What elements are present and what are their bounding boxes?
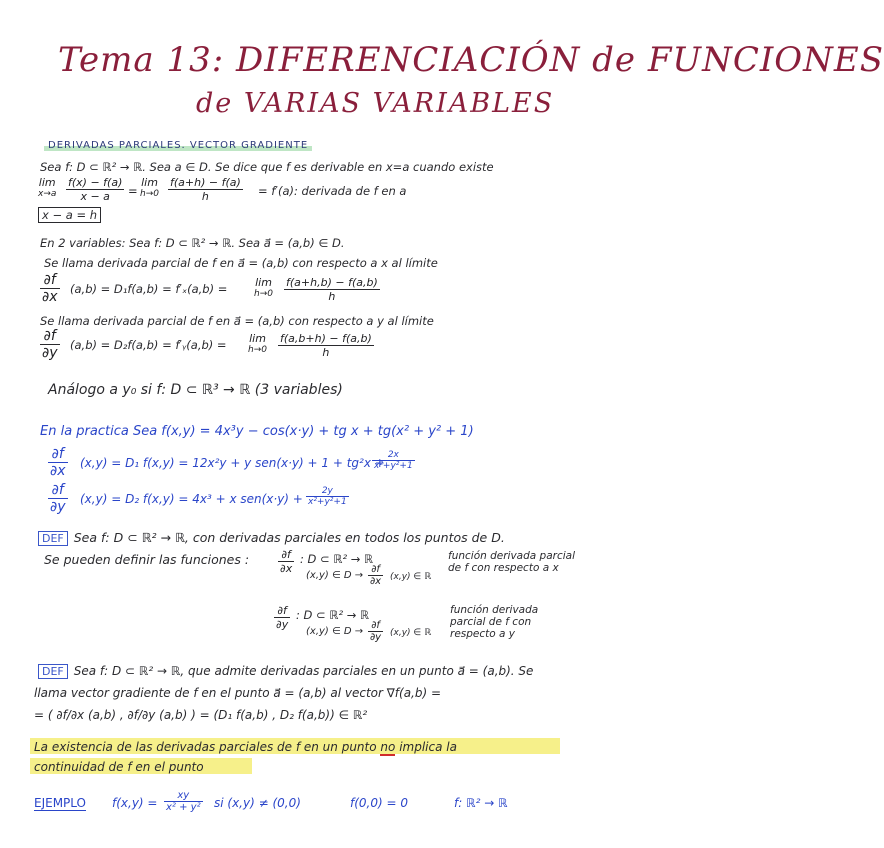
two-vars-line1: En 2 variables: Sea f: D ⊂ ℝ² → ℝ. Sea a⃗ = (a,b) ∈ D. — [40, 236, 345, 250]
ejemplo-dom: f: ℝ² → ℝ — [454, 796, 508, 810]
def1-f2-num: ∂f — [274, 604, 290, 618]
def1-f1-map2-tail: (x,y) ∈ ℝ — [390, 572, 432, 582]
page-title: Tema 13: DIFERENCIACIÓN de FUNCIONES — [58, 40, 884, 80]
intro-eq1: = — [128, 184, 138, 198]
def1-f2-map2-tail: (x,y) ∈ ℝ — [390, 628, 432, 638]
def1-f2-map2-den: ∂y — [370, 632, 382, 643]
limx-label: lim — [255, 276, 272, 289]
ejemplo-f-label: f(x,y) = — [112, 796, 158, 810]
ejemplo-cond: si (x,y) ≠ (0,0) — [214, 796, 301, 810]
def2-line1: Sea f: D ⊂ ℝ² → ℝ, que admite derivadas parciales en un punto a⃗ = (a,b). Se — [73, 664, 534, 678]
fx-den: h — [328, 290, 336, 303]
def1-f1-map2-frac — [368, 564, 383, 587]
two-vars-line3: Se llama derivada parcial de f en a⃗ = (a,b) con respecto a y al límite — [40, 314, 434, 328]
practica-dy-frac — [306, 486, 349, 507]
analogo-line: Análogo a y₀ si f: D ⊂ ℝ³ → ℝ (3 variables) — [48, 382, 343, 398]
ejemplo-frac — [164, 790, 203, 813]
def1-line2: Se pueden definir las funciones : — [44, 552, 250, 567]
def1-f2-map2-frac — [368, 620, 383, 643]
limy — [248, 332, 267, 355]
practica-dy-den: ∂y — [50, 499, 66, 515]
limx-sub: h→0 — [254, 289, 273, 299]
dfy-num: ∂f — [40, 328, 60, 345]
intro-boxed-wrap — [38, 208, 101, 222]
ejemplo-den: x² + y² — [166, 802, 201, 813]
def2-line3: = ( ∂f/∂x (a,b) , ∂f/∂y (a,b) ) = (D₁ f(a,b) , D₂ f(a,b)) ∈ ℝ² — [34, 708, 368, 722]
note-no: no — [380, 740, 396, 754]
def1-f2-den: ∂y — [276, 618, 289, 631]
practica-dy-frac-den: x²+y²+1 — [308, 497, 347, 507]
dfx-num: ∂f — [40, 272, 60, 289]
practica-dx-num: ∂f — [48, 446, 68, 463]
note-line1-a: La existencia de las derivadas parciales de f en un punto — [34, 740, 377, 754]
practica-dy-num: ∂f — [48, 482, 68, 499]
practica-dx-frac-den: x²+y²+1 — [374, 461, 413, 471]
def1-f2-symbol — [274, 604, 290, 631]
dfx-symbol — [40, 272, 60, 305]
practica-dx-den: ∂x — [50, 463, 66, 479]
def1-f1-symbol — [278, 548, 294, 575]
def2-line2: llama vector gradiente de f en el punto a⃗ = (a,b) al vector ∇f(a,b) = — [34, 686, 442, 700]
dfy-symbol — [40, 328, 60, 361]
note-line1-b: implica la — [399, 740, 457, 754]
dfy-tail: (a,b) = D₂f(a,b) = f′ᵧ(a,b) = — [70, 338, 227, 352]
intro-lim2-label: lim — [141, 176, 158, 189]
def1-f1-map: : D ⊂ ℝ² → ℝ — [300, 552, 374, 566]
intro-line1: Sea f: D ⊂ ℝ² → ℝ. Sea a ∈ D. Se dice que f es derivable en x=a cuando existe — [40, 160, 494, 174]
fy-frac — [278, 332, 374, 359]
intro-frac2-num: f(a+h) − f(a) — [170, 176, 241, 189]
intro-frac1-den: x − a — [80, 190, 110, 203]
def1-f1-map2-num: ∂f — [368, 564, 383, 576]
section-heading: DERIVADAS PARCIALES. VECTOR GRADIENTE — [44, 140, 312, 151]
intro-lim-label: lim — [38, 176, 56, 189]
def1-f2-map: : D ⊂ ℝ² → ℝ — [296, 608, 370, 622]
fy-den: h — [322, 346, 330, 359]
practica-dx-frac — [372, 450, 415, 471]
fx-frac — [284, 276, 380, 303]
def1-f2-map2: (x,y) ∈ D → — [306, 626, 364, 637]
practica-dy-symbol — [48, 482, 68, 515]
limy-label: lim — [249, 332, 266, 345]
dfx-tail: (a,b) = D₁f(a,b) = f′ₓ(a,b) = — [70, 282, 228, 296]
def2-tag: DEF — [38, 664, 68, 679]
intro-frac2-den: h — [201, 190, 209, 203]
dfy-den: ∂y — [42, 345, 58, 361]
def1-f1-den: ∂x — [280, 562, 293, 575]
def1-line1-wrap — [38, 530, 505, 546]
practica-dx-frac-num: 2x — [372, 450, 415, 461]
intro-lim2 — [140, 176, 159, 199]
fy-num: f(a,b+h) − f(a,b) — [280, 332, 372, 345]
def2-line1-wrap — [38, 664, 533, 679]
def1-f1-num: ∂f — [278, 548, 294, 562]
def1-f1-map2-den: ∂x — [370, 576, 382, 587]
def1-f2-map2-num: ∂f — [368, 620, 383, 632]
ejemplo-label: EJEMPLO — [34, 796, 86, 810]
practica-dx-symbol — [48, 446, 68, 479]
def1-line1: Sea f: D ⊂ ℝ² → ℝ, con derivadas parciales en todos los puntos de D. — [73, 530, 505, 545]
intro-lim-sub: x→a — [38, 189, 57, 199]
two-vars-line2: Se llama derivada parcial de f en a⃗ = (a,b) con respecto a x al límite — [44, 256, 438, 270]
ejemplo-num: xy — [164, 790, 203, 802]
def1-f2-note: función derivada parcial de f con respecto a y — [450, 604, 539, 640]
note-line1-wrap — [34, 740, 457, 754]
intro-frac1 — [66, 176, 124, 203]
intro-boxed: x − a = h — [38, 207, 101, 223]
practica-line1: En la practica Sea f(x,y) = 4x³y − cos(x·y) + tg x + tg(x² + y² + 1) — [40, 424, 474, 439]
def1-tag: DEF — [38, 531, 68, 546]
limy-sub: h→0 — [248, 345, 267, 355]
intro-lim2-sub: h→0 — [140, 189, 159, 199]
limx — [254, 276, 273, 299]
dfx-den: ∂x — [42, 289, 58, 305]
def1-f1-map2: (x,y) ∈ D → — [306, 570, 364, 581]
practica-dy-tail: (x,y) = D₂ f(x,y) = 4x³ + x sen(x·y) + — [80, 492, 303, 506]
intro-frac2 — [168, 176, 243, 203]
intro-frac1-num: f(x) − f(a) — [68, 176, 123, 189]
intro-tail: = f′(a): derivada de f en a — [258, 184, 407, 198]
ejemplo-f00: f(0,0) = 0 — [350, 796, 408, 810]
ejemplo-label-wrap — [34, 796, 86, 810]
practica-dy-frac-num: 2y — [306, 486, 349, 497]
page-subtitle: de VARIAS VARIABLES — [196, 88, 555, 119]
intro-lim — [38, 176, 56, 199]
practica-dx-tail: (x,y) = D₁ f(x,y) = 12x²y + y sen(x·y) + 1 + tg²x + — [80, 456, 385, 470]
note-line2: continuidad de f en el punto — [34, 760, 204, 774]
def1-f1-note: función derivada parcial de f con respecto a x — [448, 550, 576, 574]
fx-num: f(a+h,b) − f(a,b) — [286, 276, 378, 289]
